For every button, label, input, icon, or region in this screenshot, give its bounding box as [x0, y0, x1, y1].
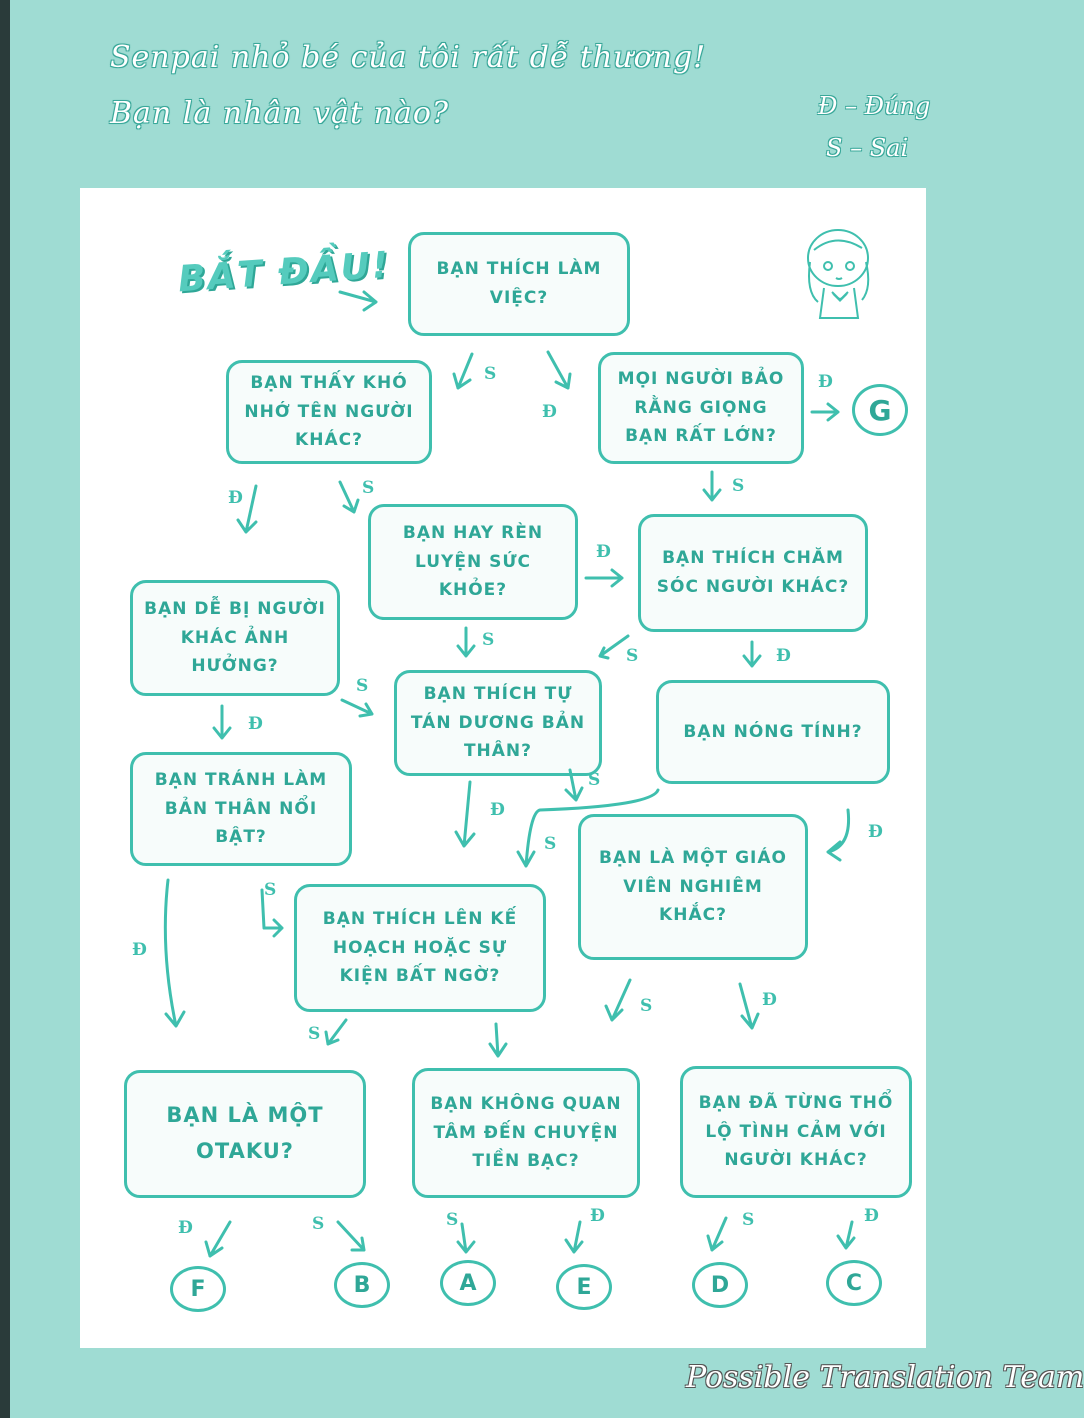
legend-no: S – Sai [826, 134, 909, 162]
legend-yes: Đ – Đúng [818, 92, 931, 120]
answer-yes: Đ [248, 714, 263, 734]
answer-no: S [484, 364, 497, 384]
answer-no: S [482, 630, 495, 650]
answer-yes: Đ [776, 646, 791, 666]
question-easily-influenced: BẠN DỄ BỊ NGƯỜI KHÁC ẢNH HƯỞNG? [130, 580, 340, 696]
answer-no: S [626, 646, 639, 666]
answer-yes: Đ [542, 402, 557, 422]
question-strict-teacher: BẠN LÀ MỘT GIÁO VIÊN NGHIÊM KHẮC? [578, 814, 808, 960]
question-hot-tempered: BẠN NÓNG TÍNH? [656, 680, 890, 784]
result-d: D [692, 1262, 748, 1308]
answer-yes: Đ [596, 542, 611, 562]
result-g: G [852, 384, 908, 436]
question-money: BẠN KHÔNG QUAN TÂM ĐẾN CHUYỆN TIỀN BẠC? [412, 1068, 640, 1198]
answer-yes: Đ [868, 822, 883, 842]
question-like-work: BẠN THÍCH LÀM VIỆC? [408, 232, 630, 336]
result-e: E [556, 1264, 612, 1310]
page-title: Senpai nhỏ bé của tôi rất dễ thương! [110, 40, 707, 75]
answer-no: S [312, 1214, 325, 1234]
answer-no: S [588, 770, 601, 790]
question-forget-names: BẠN THẤY KHÓ NHỚ TÊN NGƯỜI KHÁC? [226, 360, 432, 464]
answer-no: S [264, 880, 277, 900]
result-f: F [170, 1266, 226, 1312]
scan-edge [0, 0, 10, 1418]
answer-yes: Đ [490, 800, 505, 820]
answer-no: S [640, 996, 653, 1016]
question-exercise: BẠN HAY RÈN LUYỆN SỨC KHỎE? [368, 504, 578, 620]
answer-no: S [732, 476, 745, 496]
answer-yes: Đ [228, 488, 243, 508]
question-care-others: BẠN THÍCH CHĂM SÓC NGƯỜI KHÁC? [638, 514, 868, 632]
page-subtitle: Bạn là nhân vật nào? [110, 96, 449, 131]
translator-credit: Possible Translation Team [686, 1360, 1084, 1395]
chibi-girl-icon [796, 222, 888, 326]
answer-no: S [446, 1210, 459, 1230]
question-loud-voice: MỌI NGƯỜI BẢO RẰNG GIỌNG BẠN RẤT LỚN? [598, 352, 804, 464]
answer-yes: Đ [762, 990, 777, 1010]
result-c: C [826, 1260, 882, 1306]
start-label: BẮT ĐẦU! [176, 244, 392, 301]
answer-yes: Đ [178, 1218, 193, 1238]
answer-no: S [356, 676, 369, 696]
answer-yes: Đ [590, 1206, 605, 1226]
answer-yes: Đ [132, 940, 147, 960]
answer-no: S [544, 834, 557, 854]
answer-no: S [742, 1210, 755, 1230]
answer-yes: Đ [864, 1206, 879, 1226]
question-avoid-standing-out: BẠN TRÁNH LÀM BẢN THÂN NỔI BẬT? [130, 752, 352, 866]
result-a: A [440, 1260, 496, 1306]
question-self-praise: BẠN THÍCH TỰ TÁN DƯƠNG BẢN THÂN? [394, 670, 602, 776]
question-otaku: BẠN LÀ MỘT OTAKU? [124, 1070, 366, 1198]
answer-no: S [362, 478, 375, 498]
question-plan-surprises: BẠN THÍCH LÊN KẾ HOẠCH HOẶC SỰ KIỆN BẤT NGỜ? [294, 884, 546, 1012]
result-b: B [334, 1262, 390, 1308]
question-confessed-feelings: BẠN ĐÃ TỪNG THỔ LỘ TÌNH CẢM VỚI NGƯỜI KHÁC? [680, 1066, 912, 1198]
answer-yes: Đ [818, 372, 833, 392]
answer-no: S [308, 1024, 321, 1044]
